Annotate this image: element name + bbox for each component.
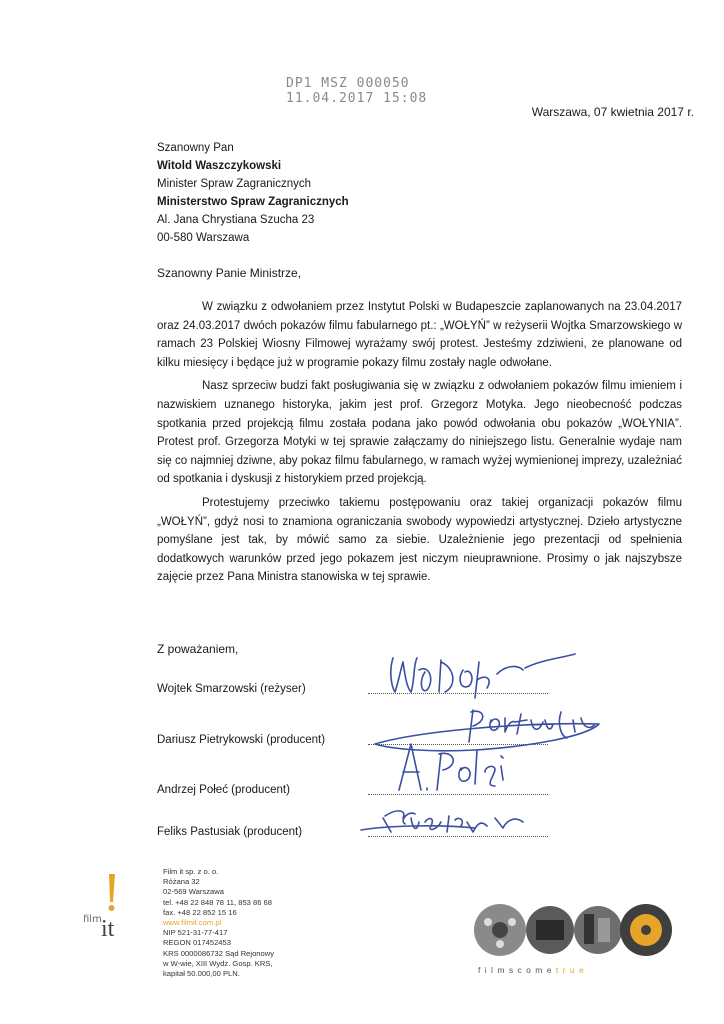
signature-pastusiak xyxy=(361,811,523,832)
letter-date: Warszawa, 07 kwietnia 2017 r. xyxy=(531,105,694,119)
film-reels-graphic xyxy=(470,900,700,962)
reel-2-icon xyxy=(526,906,574,954)
company-krs: KRS 0000086732 Sąd Rejonowy xyxy=(163,948,275,958)
handwritten-signatures xyxy=(355,640,615,850)
signatory-2: Dariusz Pietrykowski (producent) xyxy=(157,734,326,746)
closing: Z poważaniem, xyxy=(157,642,239,656)
recipient-ministry: Ministerstwo Spraw Zagranicznych xyxy=(157,196,349,208)
reel-1-icon xyxy=(474,904,526,956)
recipient-city: 00-580 Warszawa xyxy=(157,232,250,244)
paragraph-3: Protestujemy przeciwko takiemu postępowaniu oraz takiej organizacji pokazów filmu „WOŁYŃ”, gdyż nosi to znamiona ograniczania swobody wypowiedzi artystycznej. Dzieło artystyczne pomyślane jest tak, by mówić samo za siebie. Uzależnienie jego prezentacji od spełnienia dodatkowych warunków przed jego pokazem jest niczym nieuprawnione. Prosimy o jak najszybsze zajęcie przez Pana Ministra stanowiska w tej sprawie. xyxy=(157,496,682,584)
logo-it-text: it xyxy=(101,916,115,940)
signatory-1: Wojtek Smarzowski (reżyser) xyxy=(157,683,306,695)
company-phone: tel. +48 22 848 78 11, 853 86 68 xyxy=(163,897,273,907)
company-city: 02-569 Warszawa xyxy=(163,887,224,897)
registration-stamp xyxy=(286,76,427,106)
company-court: w W-wie, XIII Wydz. Gosp. KRS, xyxy=(163,958,273,968)
paragraph-2: Nasz sprzeciw budzi fakt posługiwania się w związku z odwołaniem pokazów filmu imieniem i nazwiskiem uznanego historyka, jakim jest prof. Grzegorz Motyka. Jego nieobecność podczas spotkania przed projekcją filmu została podana jako powód odwołania obu pokazów „WOŁYNIA”. Protest prof. Grzegorza Motyki w tej sprawie załączamy do niniejszego listu. Generalnie wydaje nam się co najmniej dziwne, aby pokaz filmu fabularnego, w ramach wyżej wymienionej imprezy, uzależniać od spotkania i dyskusji z historykiem przed projekcją. xyxy=(157,380,682,486)
recipient-block xyxy=(157,139,349,247)
reel-3-icon xyxy=(574,906,622,954)
signature-smarzowski xyxy=(391,654,575,698)
signatory-4: Feliks Pastusiak (producent) xyxy=(157,826,303,838)
company-regon: REGON 017452453 xyxy=(163,938,231,948)
recipient-title: Minister Spraw Zagranicznych xyxy=(157,178,312,190)
company-name: Film it sp. z o. o. xyxy=(163,867,219,876)
paragraph-1: W związku z odwołaniem przez Instytut Polski w Budapeszcie zaplanowanych na 23.04.2017 oraz 24.03.2017 dwóch pokazów filmu fabularnego pt.: „WOŁYŃ” w reżyserii Wojtka Smarzowskiego w ramach 23 Polskiej Wiosny Filmowej wyrażamy swój protest. Jesteśmy zdziwieni, ze planowane od kilku miesięcy i będące już w programie pokazy filmu zostały nagle odwołane. xyxy=(157,301,682,369)
company-fax: fax. +48 22 852 15 16 xyxy=(163,907,237,917)
signatory-3: Andrzej Połeć (producent) xyxy=(157,784,290,796)
company-capital: kapitał 50.000,00 PLN. xyxy=(163,969,240,979)
stamp-line-2: 11.04.2017 15:08 xyxy=(286,91,428,106)
recipient-street: Al. Jana Chrystiana Szucha 23 xyxy=(157,214,315,226)
company-street: Różana 32 xyxy=(163,877,200,887)
tagline-accent: true xyxy=(555,965,589,975)
recipient-name: Witold Waszczykowski xyxy=(157,160,282,172)
company-website[interactable]: www.filmit.com.pl xyxy=(163,918,222,928)
logo-film-text: film xyxy=(84,914,102,925)
recipient-greeting: Szanowny Pan xyxy=(157,142,234,154)
company-nip: NIP 521-31-77-417 xyxy=(163,928,228,938)
signature-pietrykowski xyxy=(375,710,599,751)
company-details xyxy=(163,867,274,979)
salutation: Szanowny Panie Ministrze, xyxy=(157,266,302,280)
stamp-line-1: DP1 MSZ 000050 xyxy=(286,76,410,91)
letter-body xyxy=(157,298,682,592)
tagline xyxy=(478,965,588,975)
tagline-main: filmscome xyxy=(478,965,556,975)
reel-4-icon xyxy=(620,904,672,956)
film-it-logo xyxy=(84,870,124,945)
